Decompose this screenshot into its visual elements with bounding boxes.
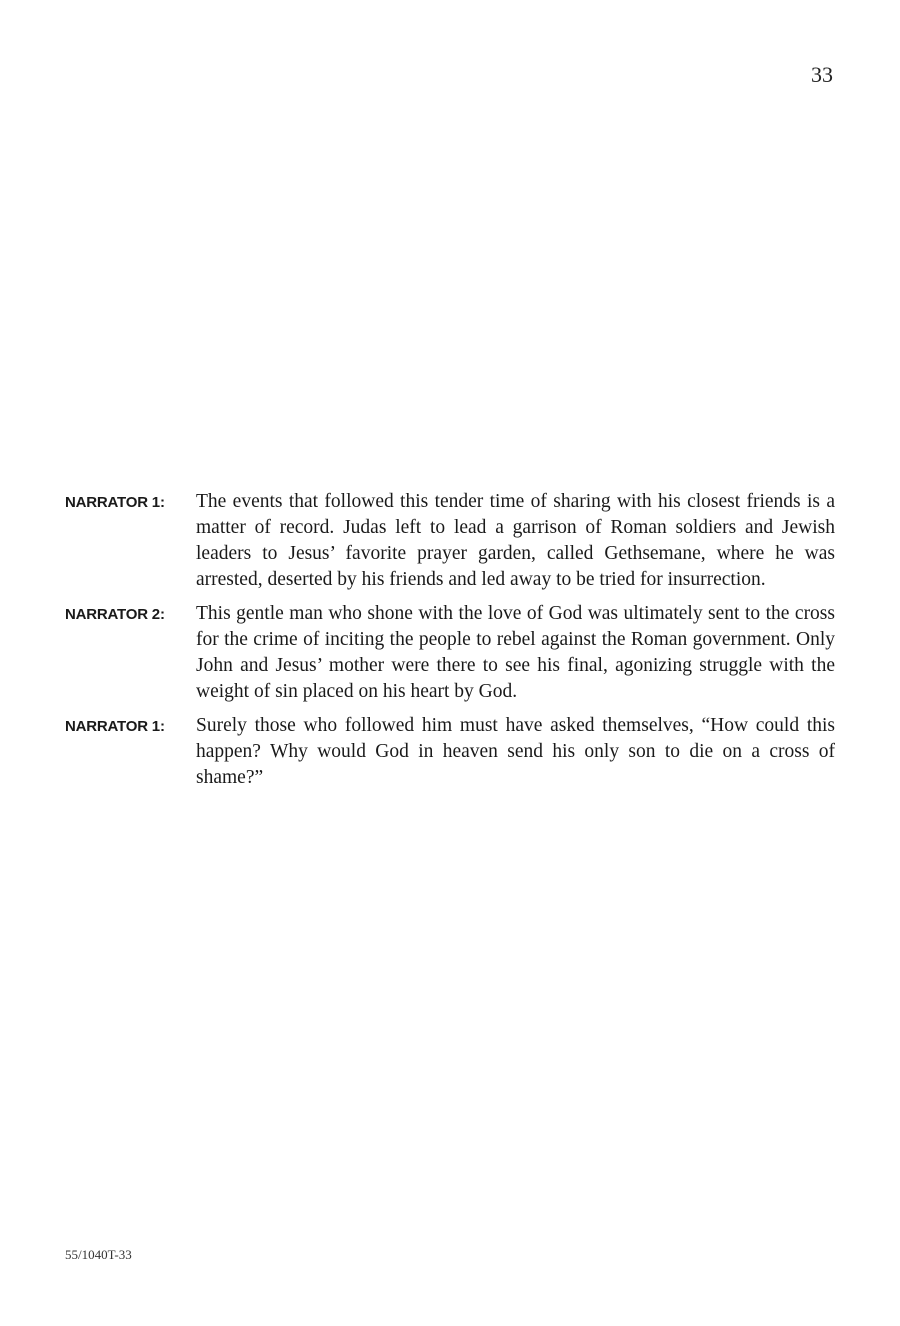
script-line (65, 713, 835, 791)
speaker-label: NARRATOR 1: (65, 494, 165, 511)
script-line (65, 489, 835, 593)
script-body (65, 489, 835, 799)
page-number: 33 (811, 62, 833, 87)
script-line (65, 601, 835, 705)
catalog-code: 55/1040T-33 (65, 1247, 132, 1262)
speech-text: Surely those who followed him must have asked themselves, “How could this happen? Why would God in heaven send his only son to die on a cross of shame?” (196, 715, 835, 788)
speech-text: This gentle man who shone with the love of God was ultimately sent to the cross for the crime of inciting the people to rebel against the Roman government. Only John and Jesus’ mother were there to see his final, agonizing struggle with the weight of sin placed on his heart by God. (196, 603, 835, 702)
speech-text: The events that followed this tender time of sharing with his closest friends is a matter of record. Judas left to lead a garrison of Roman soldiers and Jewish leaders to Jesus’ favorite prayer garden, called Gethsemane, where he was arrested, deserted by his friends and led away to be tried for insurrection. (196, 491, 835, 590)
speaker-label: NARRATOR 1: (65, 718, 165, 735)
speaker-label: NARRATOR 2: (65, 606, 165, 623)
